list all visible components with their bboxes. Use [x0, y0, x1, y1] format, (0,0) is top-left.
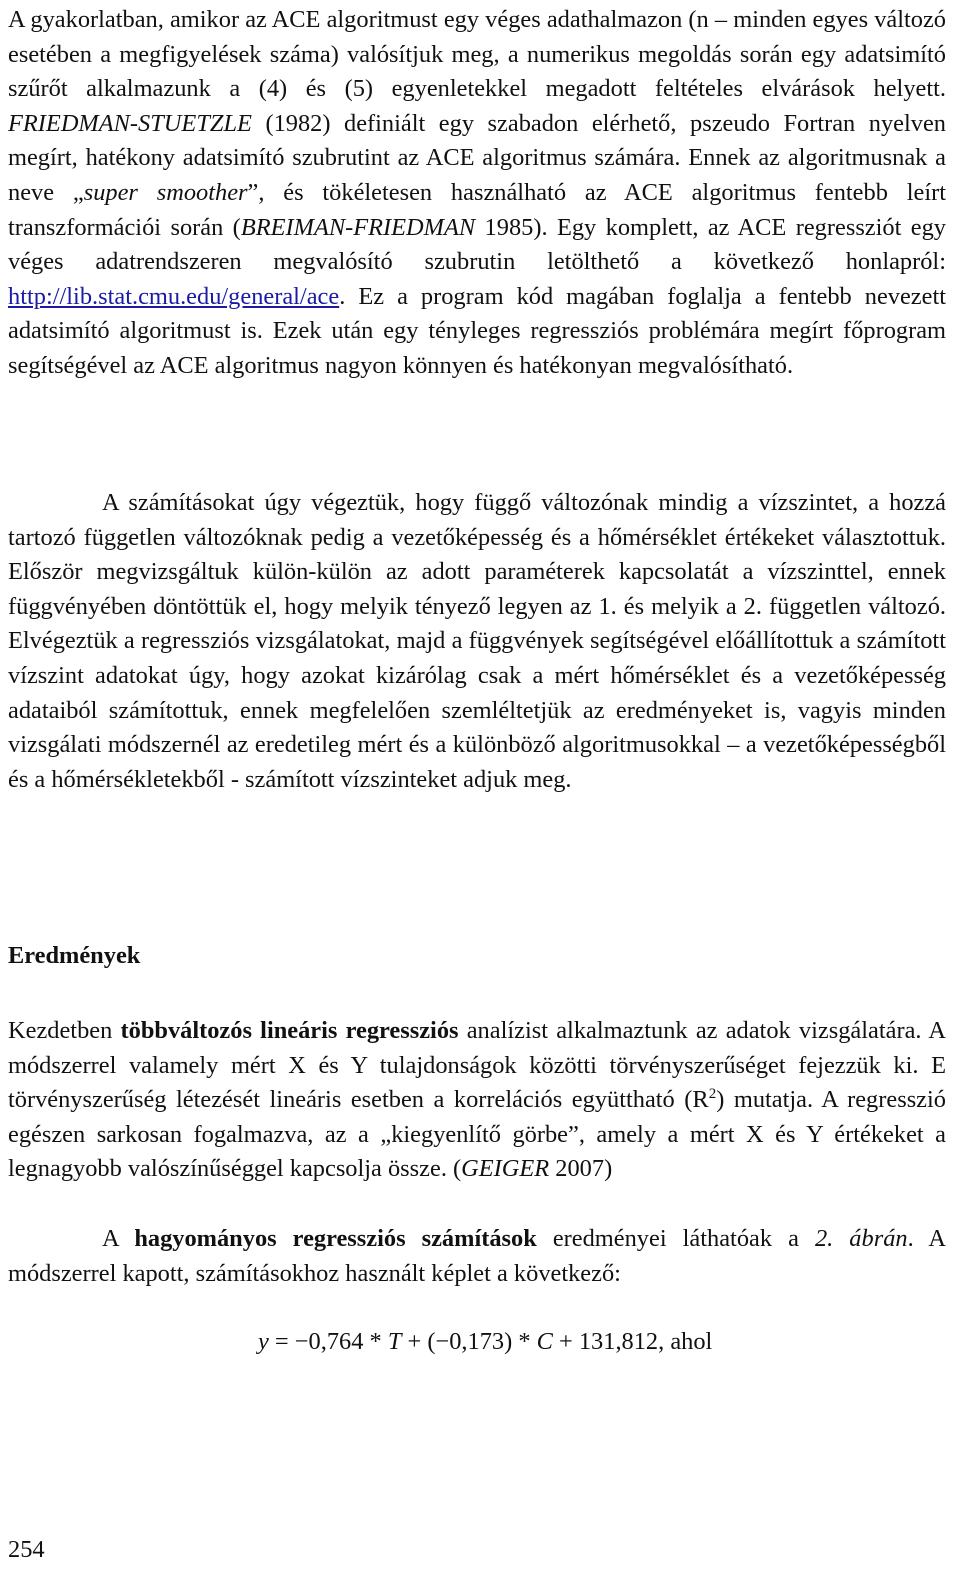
ace-download-link[interactable]: http://lib.stat.cmu.edu/general/ace	[8, 282, 340, 310]
paragraph3-text-1: Kezdetben	[8, 1017, 121, 1044]
page-number: 254	[8, 1536, 45, 1563]
paragraph1-text-5: . Ez a program kód magában foglalja a fentebb nevezett adatsimító algoritmust is. Ezek után egy tényleges regressziós problémára megírt főprogram segítségével az ACE algoritmus nagyon könnyen és hatékonyan megvalósítható.	[8, 282, 946, 379]
bold-term-traditional: hagyományos regressziós számítások	[134, 1225, 537, 1252]
formula-variable-c: C	[536, 1328, 553, 1355]
paragraph-ace-smoother	[8, 3, 946, 384]
formula-part-2: + (−0,173) *	[401, 1328, 537, 1355]
regression-formula	[258, 1328, 712, 1356]
citation-breiman-friedman: BREIMAN-FRIEDMAN	[240, 213, 476, 241]
paragraph1-text-4: 1985). Egy komplett, az ACE regressziót egy véges adatrendszeren megvalósító szubrutin letölthető a következő honlapról:	[8, 213, 946, 276]
paragraph3-text-2: analízist alkalmaztunk az adatok vizsgálatára. A módszerrel valamely mért X és Y tulajdonságok közötti törvényszerűséget fejezzük ki. E törvényszerűség létezését lineáris esetben a korrelációs együttható (R	[8, 1017, 946, 1114]
paragraph-methodology	[8, 486, 946, 797]
paragraph-traditional-regression	[8, 1222, 946, 1291]
superscript-2: 2	[708, 1086, 717, 1103]
paragraph4-text-1: A	[102, 1225, 135, 1252]
formula-suffix: , ahol	[658, 1328, 713, 1355]
algorithm-name: super smoother	[83, 178, 248, 206]
paragraph1-text-3: ”, és tökéletesen használható az ACE algoritmus fentebb leírt transzformációi során (	[8, 178, 946, 241]
paragraph3-text-3: ) mutatja. A regresszió egészen sarkosan fogalmazva, az a „kiegyenlítő görbe”, amely a mért X és Y értékeket a legnagyobb valószínűséggel kapcsolja össze. (	[8, 1086, 946, 1183]
paragraph4-text-2: eredményei láthatóak a	[536, 1225, 815, 1252]
formula-part-1: = −0,764 *	[268, 1328, 388, 1355]
citation-geiger: GEIGER	[461, 1155, 550, 1183]
paragraph4-text-3: . A módszerrel kapott, számításokhoz használt képlet a következő:	[8, 1225, 947, 1287]
paragraph2-text: A számításokat úgy végeztük, hogy függő változónak mindig a vízszintet, a hozzá tartozó független változóknak pedig a vezetőképesség és a hőmérséklet értékeket választottuk. Először megvizsgáltuk külön-külön az adott paraméterek kapcsolatát a vízszinttel, ennek függvényében döntöttük el, hogy melyik tényező legyen az 1. és melyik a 2. független változó. Elvégeztük a regressziós vizsgálatokat, majd a függvények segítségével előállítottuk a számított vízszint adatokat úgy, hogy azokat kizárólag csak a mért hőmérséklet és a vezetőképesség adataiból számítottuk, ennek megfelelően szemléltetjük az eredményeket is, vagyis minden vizsgálati módszernél az eredetileg mért és a különböző algoritmusokkal – a vezetőképességből és a hőmérsékletekből - számított vízszinteket adjuk meg.	[8, 489, 946, 793]
formula-variable-t: T	[387, 1328, 402, 1355]
paragraph1-text-2: (1982) definiált egy szabadon elérhető, pszeudo Fortran nyelven megírt, hatékony adatsimító szubrutint az ACE algoritmus számára. Ennek az algoritmusnak a neve „	[8, 109, 946, 206]
figure-reference: 2. ábrán	[814, 1225, 908, 1252]
formula-part-3: + 131,812	[552, 1328, 659, 1355]
paragraph1-text-1: A gyakorlatban, amikor az ACE algoritmust egy véges adathalmazon (n – minden egyes változó esetében a megfigyelések száma) valósítjuk meg, a numerikus megoldás során egy adatsimító szűrőt alkalmazunk a (4) és (5) egyenletekkel megadott feltételes elvárások helyett.	[8, 6, 946, 103]
bold-term-multivariate: többváltozós lineáris regressziós	[120, 1017, 459, 1044]
paragraph3-text-4: 2007)	[549, 1155, 613, 1183]
section-heading-results: Eredmények	[8, 942, 141, 969]
paragraph-linear-regression	[8, 1014, 946, 1187]
citation-friedman-stuetzle: FRIEDMAN-STUETZLE	[8, 109, 252, 137]
formula-variable-y: y	[258, 1328, 269, 1355]
